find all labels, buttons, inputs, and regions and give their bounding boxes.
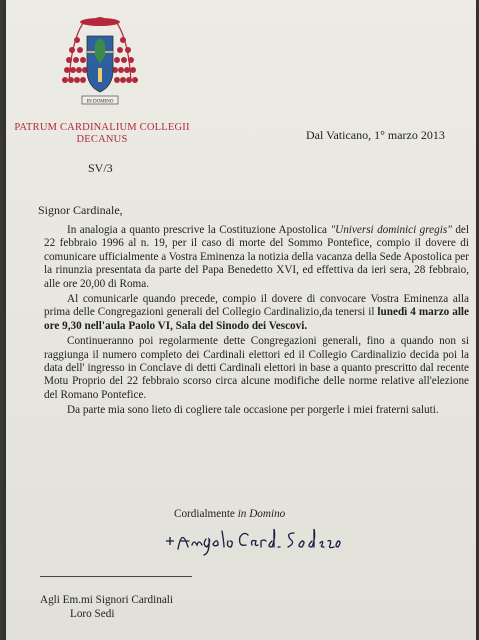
college-title: PATRUM CARDINALIUM COLLEGII (14, 122, 190, 133)
meeting-details: lunedì 4 marzo alle ore 9,30 nell'aula Paolo VI, Sala del Sinodo dei Vescovi. (44, 306, 470, 332)
paragraph-2: Al comunicarle quando precede, compio il dovere di convocare Vostra Eminenza alla prima delle Congregazioni generali del Collegio Cardinalizio,da tenersi il lunedì 4 marzo alle ore 9,30 nell'aula Paolo VI, Sala del Sinodo dei Vescovi. (44, 293, 470, 332)
handwritten-signature (162, 523, 342, 557)
paragraph-1: In analogia a quanto prescrive la Costituzione Apostolica "Universi dominici gregis" del 22 febbraio 1996 al n. 19, per il caso di morte del Sommo Pontefice, compio il dovere di comunicare ufficialmente a Vostra Eminenza la notizia della vacanza della Sede Apostolica per la rinunzia presentata da parte del Papa Benedetto XVI, ed effettiva da ieri sera, 28 febbraio, alle ore 20,00 di Roma. (44, 224, 469, 290)
cardinal-coat-of-arms-icon (61, 12, 139, 110)
college-subtitle: DECANUS (76, 134, 128, 145)
reference-number: SV/3 (88, 161, 113, 175)
college-heading (14, 122, 190, 146)
divider (40, 576, 192, 577)
paragraph-4: Da parte mia sono lieto di cogliere tale occasione per porgerle i miei fraterni saluti. (67, 404, 439, 417)
salutation: Signor Cardinale, (38, 203, 123, 217)
paragraph-3: Continueranno poi regolarmente dette Congregazioni generali, fino a quando non si raggiunga il numero completo dei Cardinali elettori ed il Collegio Cardinalizio decida poi la data dell' ingresso in Conclave di detti Cardinali elettori in base a quanto prescritto dal recente Motu Proprio del 22 febbraio scorso circa alcune modifiche delle norme relative all'elezione del Romano Pontefice. (44, 335, 469, 401)
letter-page (6, 0, 476, 640)
letter-body (44, 221, 469, 420)
letter-date: Dal Vaticano, 1° marzo 2013 (306, 128, 445, 142)
motto-text: IN DOMINO (86, 99, 114, 105)
signature-text: + Angelo Card. Sodano (162, 523, 172, 524)
addressee: Agli Em.mi Signori Cardinali Loro Sedi (40, 594, 173, 620)
closing: Cordialmente in Domino (174, 508, 286, 520)
constitution-title: "Universi dominici gregis" (330, 224, 452, 236)
